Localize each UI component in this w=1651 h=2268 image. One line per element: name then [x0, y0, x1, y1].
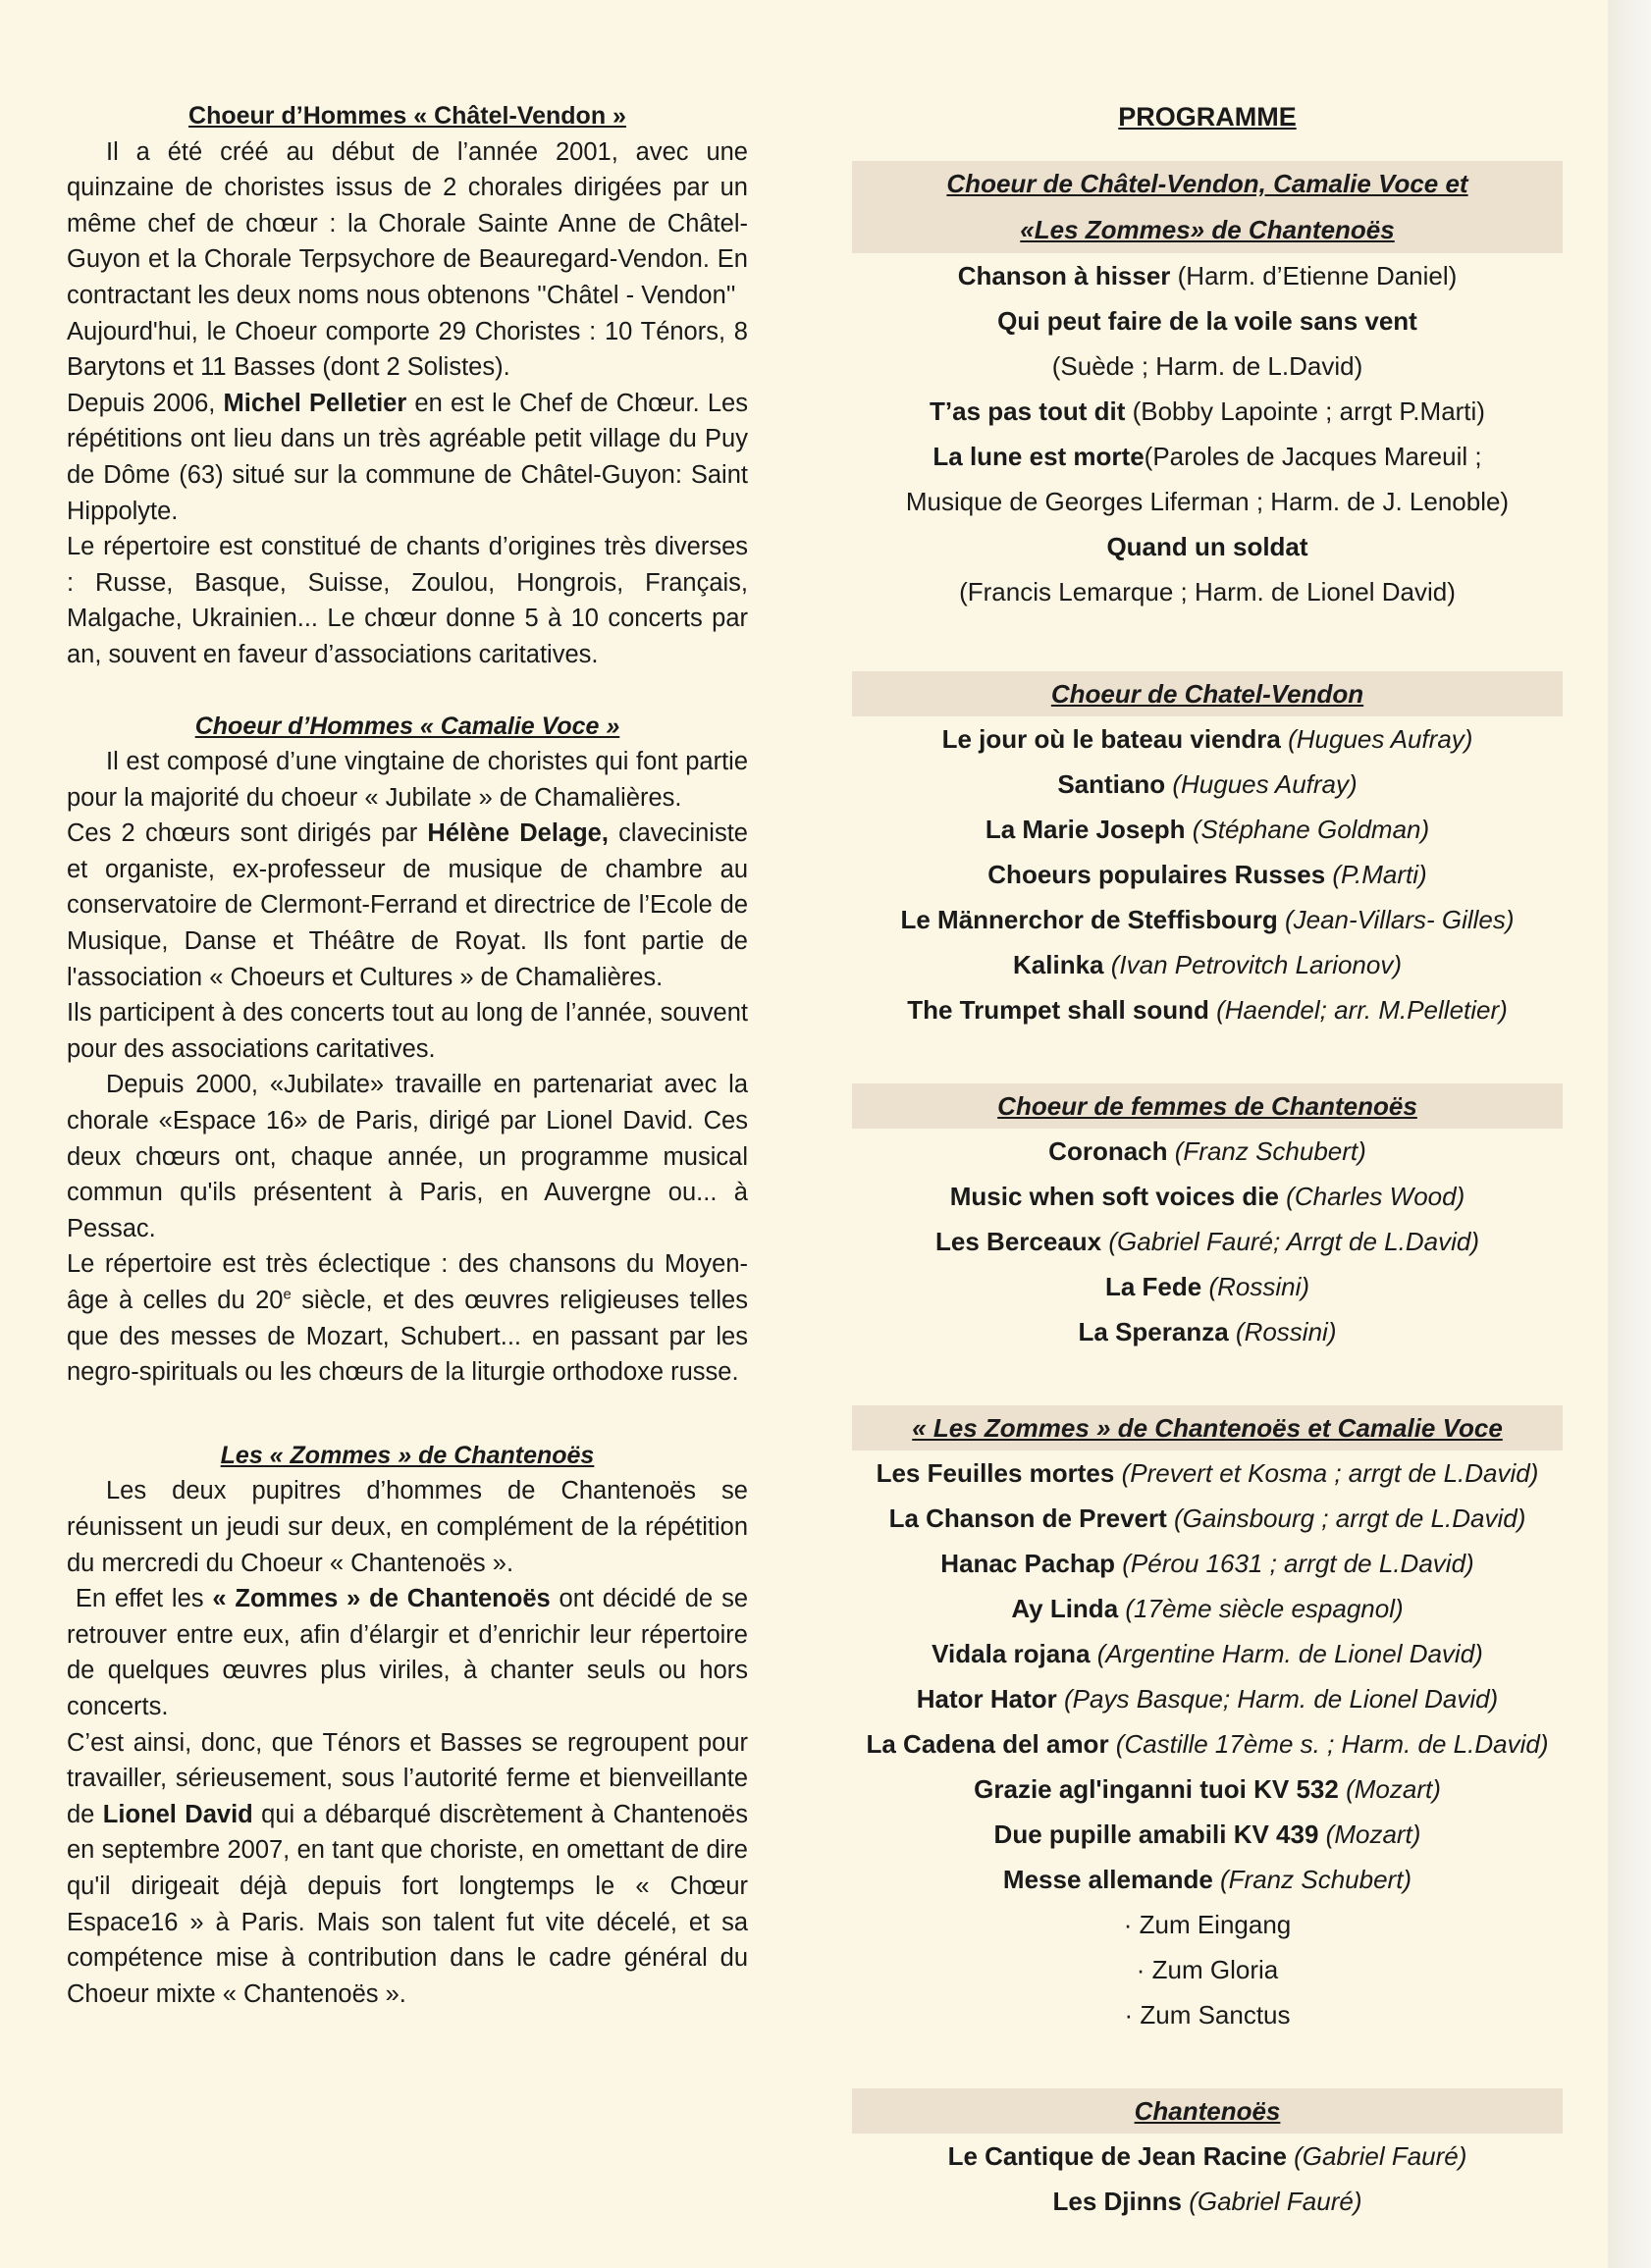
programme-group-band: Choeur de femmes de Chantenoës: [852, 1083, 1563, 1129]
text: siècle, et des œuvres religieuses telles que des messes de Mozart, Schubert... en passant par les negro-spirituals ou les chœurs de la liturgie orthodoxe russe.: [67, 1287, 748, 1387]
programme-item: [852, 852, 1563, 897]
programme-item: [852, 479, 1563, 524]
work-title: La Fede: [1104, 1272, 1202, 1301]
text: Le répertoire est très éclectique : des chansons du Moyen-âge à celles du 20: [67, 1250, 748, 1314]
programme-item: [852, 253, 1563, 298]
work-credit: (Castille 17ème s. ; Harm. de L.David): [1108, 1729, 1549, 1759]
work-title: La Chanson de Prevert: [888, 1503, 1167, 1533]
work-credit: (Argentine Harm. de Lionel David): [1090, 1639, 1483, 1668]
paragraph: Le répertoire est constitué de chants d’origines très diverses : Russe, Basque, Suisse, Zoulou, Hongrois, Français, Malgache, Ukrainien... Le chœur donne 5 à 10 concerts par an, souvent en faveur d’associations caritatives.: [67, 533, 748, 668]
programme-list-4: [852, 1450, 1563, 2037]
programme-list-3: [852, 1129, 1563, 1354]
work-title: Coronach: [1048, 1136, 1168, 1166]
programme-title: PROGRAMME: [1118, 102, 1297, 132]
text: C’est ainsi, donc, que Ténors et Basses se regroupent pour travailler, sérieusement, sous l’autorité ferme et bienveillante de: [67, 1728, 748, 1828]
director-name: Lionel David: [102, 1800, 253, 1828]
programme-item: [852, 1541, 1563, 1586]
programme-item: [852, 1129, 1563, 1174]
programme-item: [852, 716, 1563, 762]
text: En effet les: [75, 1585, 213, 1613]
work-title: La Speranza: [1078, 1317, 1229, 1346]
work-title: Le Cantique de Jean Racine: [947, 2141, 1287, 2171]
text: Ces 2 chœurs sont dirigés par: [67, 819, 428, 848]
band-line: Choeur de Châtel-Vendon, Camalie Voce et: [946, 169, 1468, 198]
programme-list-5: [852, 2134, 1563, 2224]
work-credit: (Pérou 1631 ; arrgt de L.David): [1115, 1549, 1474, 1578]
work-credit: (Hugues Aufray): [1280, 724, 1473, 754]
programme-item: [852, 298, 1563, 343]
work-title: Qui peut faire de la voile sans vent: [997, 306, 1417, 336]
programme-item: [852, 1496, 1563, 1541]
programme-item: [852, 1174, 1563, 1219]
work-title: Les Feuilles mortes: [876, 1458, 1115, 1488]
work-credit: (Harm. d’Etienne Daniel): [1170, 261, 1458, 290]
programme-list-2: [852, 716, 1563, 1032]
programme-item: [852, 2134, 1563, 2179]
work-title: La Cadena del amor: [866, 1729, 1109, 1759]
programme-item: [852, 1676, 1563, 1721]
paragraph: Il est composé d’une vingtaine de choristes qui font partie pour la majorité du choeur « Jubilate » de Chamalières.: [67, 748, 748, 812]
programme-item: [852, 1450, 1563, 1496]
work-title: Le jour où le bateau viendra: [941, 724, 1281, 754]
paragraph: Depuis 2000, «Jubilate» travaille en partenariat avec la chorale «Espace 16» de Paris, dirigé par Lionel David. Ces deux chœurs ont, chaque année, un programme musical commun qu'ils présentent à Paris, en Auvergne ou... à Pessac.: [67, 1071, 748, 1242]
work-credit: (Francis Lemarque ; Harm. de Lionel David): [959, 577, 1456, 607]
programme-item: [852, 524, 1563, 569]
work-credit: (Charles Wood): [1278, 1182, 1465, 1211]
work-credit: (Rossini): [1228, 1317, 1337, 1346]
programme-group-band: Choeur de Chatel-Vendon: [852, 671, 1563, 716]
band-line: «Les Zommes» de Chantenoës: [1020, 215, 1395, 244]
paragraph: [67, 1581, 748, 1724]
work-credit: (17ème siècle espagnol): [1118, 1594, 1404, 1623]
work-title: Santiano: [1057, 769, 1166, 799]
programme-item: [852, 1264, 1563, 1309]
programme-item: [852, 569, 1563, 614]
work-credit: (Rossini): [1201, 1272, 1310, 1301]
work-title: La Marie Joseph: [985, 815, 1186, 844]
programme-group-band: [852, 161, 1563, 253]
work-credit: (Franz Schubert): [1212, 1865, 1412, 1894]
programme-item: [852, 1631, 1563, 1676]
work-title: Chanson à hisser: [957, 261, 1171, 290]
paragraph: [67, 816, 748, 995]
work-title: Music when soft voices die: [949, 1182, 1279, 1211]
paragraph: [67, 1725, 748, 2013]
work-title: Les Djinns: [1052, 2187, 1182, 2216]
paragraph: Il a été créé au début de l’année 2001, avec une quinzaine de choristes issus de 2 chorales dirigées par un même chef de chœur : la Chorale Sainte Anne de Châtel-Guyon et la Chorale Terpsychore de Beauregard-Vendon. En contractant les deux noms nous obtenons ''Châtel - Vendon'': [67, 137, 748, 309]
work-credit: (Haendel; arr. M.Pelletier): [1208, 995, 1508, 1025]
programme-item: [852, 897, 1563, 942]
programme-item: [852, 389, 1563, 434]
work-credit: (Mozart): [1338, 1774, 1441, 1804]
work-credit: (Gainsbourg ; arrgt de L.David): [1166, 1503, 1526, 1533]
page-fold-shadow: [1608, 0, 1651, 2268]
programme-item: [852, 1309, 1563, 1354]
work-credit: (Franz Schubert): [1167, 1136, 1366, 1166]
superscript: e: [283, 1286, 292, 1303]
programme-group-band: « Les Zommes » de Chantenoës et Camalie Voce: [852, 1405, 1563, 1450]
text: en est le Chef de Chœur. Les répétitions ont lieu dans un très agréable petit village du Puy de Dôme (63) situé sur la commune de Châtel-Guyon: Saint Hippolyte.: [67, 389, 748, 525]
programme-subitem: · Zum Sanctus: [1124, 2000, 1291, 2030]
programme-group-band: Chantenoës: [852, 2088, 1563, 2134]
work-title: Choeurs populaires Russes: [987, 860, 1326, 889]
work-credit: (Gabriel Fauré): [1286, 2141, 1467, 2171]
programme-item: [852, 762, 1563, 807]
programme-subitem: · Zum Eingang: [1123, 1910, 1292, 1939]
work-title: Hanac Pachap: [940, 1549, 1116, 1578]
paragraph: Ils participent à des concerts tout au long de l’année, souvent pour des associations caritatives.: [67, 999, 748, 1063]
section-title-zommes: Les « Zommes » de Chantenoës: [220, 1441, 595, 1469]
programme-item: [852, 1812, 1563, 1857]
work-credit: (Hugues Aufray): [1165, 769, 1358, 799]
text: qui a débarqué discrètement à Chantenoës en septembre 2007, en tant que choriste, en omettant de dire qu'il dirigeait déjà depuis fort longtemps le « Chœur Espace16 » à Paris. Mais son talent fut vite décelé, et sa compétence mise à contribution dans le cadre général du Choeur mixte « Chantenoës ».: [67, 1800, 748, 2008]
work-credit: (Pays Basque; Harm. de Lionel David): [1056, 1684, 1499, 1714]
work-title: Kalinka: [1013, 950, 1104, 979]
paragraph: Aujourd'hui, le Choeur comporte 29 Choristes : 10 Ténors, 8 Barytons et 11 Basses (dont 2 Solistes).: [67, 317, 748, 382]
text: ont décidé de se retrouver entre eux, afin d’élargir et d’enrichir leur répertoire de quelques œuvres plus viriles, à chanter seuls ou hors concerts.: [67, 1585, 748, 1720]
work-title: Due pupille amabili KV 439: [993, 1820, 1319, 1849]
work-title: Vidala rojana: [932, 1639, 1091, 1668]
director-name: Hélène Delage,: [427, 819, 609, 848]
text: claveciniste et organiste, ex-professeur de musique de chambre au conservatoire de Clermont-Ferrand et directrice de l’Ecole de Musique, Danse et Théâtre de Royat. Ils font partie de l'association « Choeurs et Cultures » de Chamalières.: [67, 819, 748, 991]
programme-list-1: [852, 253, 1563, 614]
work-credit: (Bobby Lapointe ; arrgt P.Marti): [1125, 396, 1485, 426]
paragraph: [67, 1246, 748, 1390]
work-credit: (Paroles de Jacques Mareuil ;: [1144, 442, 1482, 471]
programme-column: [852, 96, 1563, 2224]
work-credit: (Jean-Villars- Gilles): [1277, 905, 1515, 934]
programme-item: [852, 2179, 1563, 2224]
text: Depuis 2006,: [67, 389, 224, 417]
work-credit: (Ivan Petrovitch Larionov): [1103, 950, 1402, 979]
work-credit: (Gabriel Fauré): [1181, 2187, 1362, 2216]
work-title: Le Männerchor de Steffisbourg: [900, 905, 1278, 934]
programme-item: [852, 343, 1563, 389]
paragraph: [67, 386, 748, 529]
programme-subitem: · Zum Gloria: [1136, 1955, 1279, 1984]
work-credit: (P.Marti): [1325, 860, 1427, 889]
work-title: La lune est morte: [932, 442, 1145, 471]
work-credit: (Suède ; Harm. de L.David): [1051, 351, 1363, 381]
work-title: T’as pas tout dit: [930, 396, 1126, 426]
work-title: Quand un soldat: [1106, 532, 1308, 561]
work-title: Hator Hator: [916, 1684, 1057, 1714]
work-credit: (Mozart): [1318, 1820, 1421, 1849]
work-credit: (Prevert et Kosma ; arrgt de L.David): [1114, 1458, 1539, 1488]
programme-item: [852, 1767, 1563, 1812]
work-title: Grazie agl'inganni tuoi KV 532: [974, 1774, 1339, 1804]
programme-item: [852, 942, 1563, 987]
work-title: Messe allemande: [1002, 1865, 1213, 1894]
work-title: Ay Linda: [1011, 1594, 1119, 1623]
programme-item: [852, 807, 1563, 852]
group-name: « Zommes » de Chantenoës: [212, 1585, 551, 1613]
programme-item: [852, 1586, 1563, 1631]
work-credit: (Gabriel Fauré; Arrgt de L.David): [1101, 1227, 1479, 1256]
left-column: [67, 98, 748, 2012]
work-title: The Trumpet shall sound: [907, 995, 1209, 1025]
programme-item: [852, 1857, 1563, 1902]
paragraph: Les deux pupitres d’hommes de Chantenoës se réunissent un jeudi sur deux, en complément de la répétition du mercredi du Choeur « Chantenoës ».: [67, 1477, 748, 1577]
work-credit: Musique de Georges Liferman ; Harm. de J. Lenoble): [905, 487, 1510, 516]
programme-item: [852, 987, 1563, 1032]
work-title: Les Berceaux: [935, 1227, 1102, 1256]
programme-item: [852, 1721, 1563, 1767]
programme-item: [852, 434, 1563, 479]
section-title-chatel-vendon: Choeur d’Hommes « Châtel-Vendon »: [188, 102, 626, 130]
programme-item: [852, 1219, 1563, 1264]
section-title-camalie-voce: Choeur d’Hommes « Camalie Voce »: [194, 712, 620, 740]
director-name: Michel Pelletier: [223, 389, 407, 417]
work-credit: (Stéphane Goldman): [1185, 815, 1430, 844]
